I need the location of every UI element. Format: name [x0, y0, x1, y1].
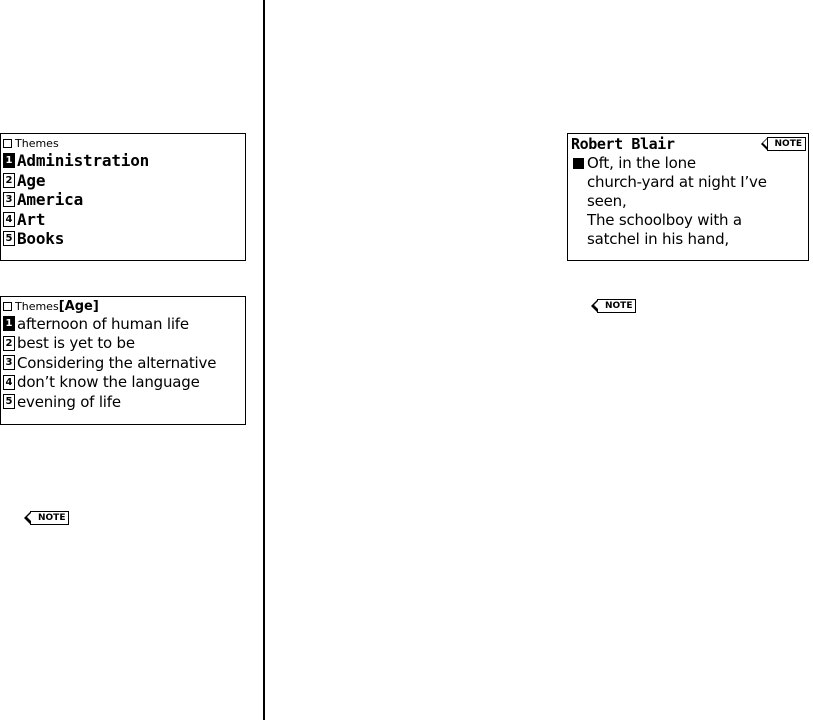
note-label: NOTE: [38, 513, 66, 523]
note-label: NOTE: [774, 139, 802, 149]
quote-text: [568, 154, 808, 249]
screen-header: [1, 136, 245, 151]
item-number-badge: 1: [3, 316, 15, 331]
note-icon: [597, 299, 636, 313]
list-item[interactable]: [1, 373, 245, 393]
item-number-badge: 3: [3, 192, 15, 207]
note-icon: [30, 511, 69, 525]
header-bracket-close: ]: [92, 299, 99, 314]
item-label: America: [17, 190, 84, 210]
theme-item-art[interactable]: [1, 210, 245, 230]
item-label: best is yet to be: [17, 334, 135, 353]
item-number-badge: 5: [3, 394, 15, 409]
item-number-badge: 4: [3, 375, 15, 390]
quote-line: church-yard at night I’ve: [587, 173, 767, 191]
header-category: Age: [64, 299, 93, 314]
item-label: Books: [17, 229, 65, 249]
item-label: don’t know the language: [17, 373, 200, 392]
item-number-badge: 3: [3, 355, 15, 370]
item-label: afternoon of human life: [17, 314, 189, 333]
item-number-badge: 2: [3, 173, 15, 188]
theme-item-administration[interactable]: [1, 151, 245, 171]
themes-screen: [0, 133, 246, 261]
theme-item-age[interactable]: [1, 171, 245, 191]
header-bracket-open: [: [58, 299, 65, 314]
item-number-badge: 1: [3, 153, 15, 168]
quote-line: seen,: [587, 192, 627, 210]
age-quotes-screen: [0, 296, 246, 425]
item-number-badge: 5: [3, 231, 15, 246]
theme-item-america[interactable]: [1, 190, 245, 210]
quote-line: satchel in his hand,: [587, 230, 730, 248]
item-number-badge: 2: [3, 336, 15, 351]
quote-line: Oft, in the lone: [587, 154, 696, 172]
quote-screen: [567, 133, 809, 261]
note-icon[interactable]: [767, 137, 806, 151]
item-label: Art: [17, 209, 46, 229]
checkbox-square-icon: [3, 139, 12, 148]
header-title: Themes: [15, 300, 59, 313]
item-label: Age: [17, 170, 46, 190]
item-number-badge: 4: [3, 212, 15, 227]
header-title: Themes: [15, 137, 59, 150]
quote-header: [568, 134, 808, 153]
item-label: Administration: [17, 151, 150, 171]
list-item[interactable]: [1, 353, 245, 373]
checkbox-square-icon: [3, 302, 12, 311]
quote-line: The schoolboy with a: [587, 211, 742, 229]
list-item[interactable]: [1, 392, 245, 412]
author-name: Robert Blair: [571, 135, 675, 153]
item-label: evening of life: [17, 392, 121, 411]
theme-item-books[interactable]: [1, 229, 245, 249]
column-divider: [263, 0, 265, 720]
screen-header: [1, 299, 245, 314]
list-item[interactable]: [1, 334, 245, 354]
note-label: NOTE: [605, 301, 633, 311]
black-square-bullet-icon: [573, 158, 584, 169]
item-label: Considering the alternative: [17, 353, 217, 372]
list-item[interactable]: [1, 314, 245, 334]
